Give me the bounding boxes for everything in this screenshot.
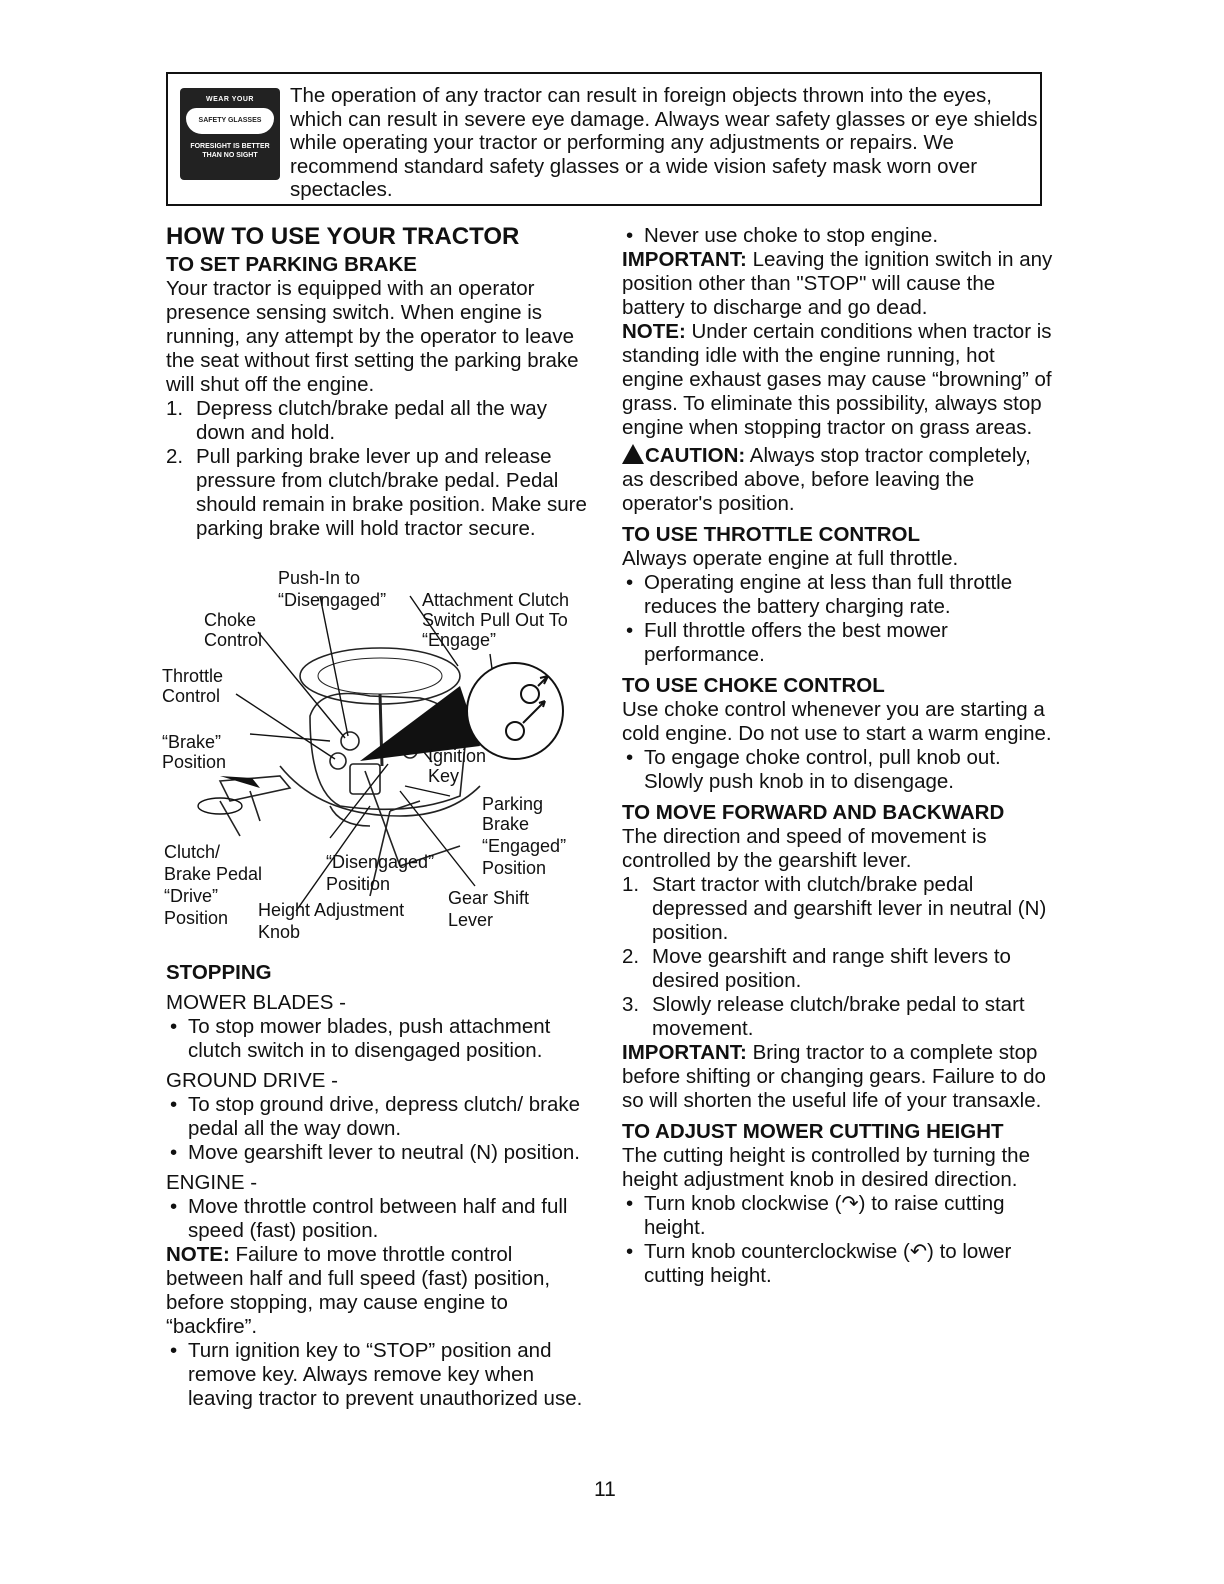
caution-text: Always stop tractor completely, as described above, before leaving the operator's position. xyxy=(622,444,1031,515)
bullet-dot: • xyxy=(170,1093,178,1116)
label-parking-brake: Brake xyxy=(482,814,530,834)
counterclockwise-arrow-icon: ↶ xyxy=(909,1240,928,1263)
choke-knob xyxy=(341,732,359,750)
icon-text-mid: SAFETY GLASSES xyxy=(186,108,274,134)
move-step xyxy=(622,873,1054,945)
note-text: Failure to move throttle control between half and full speed (fast) position, before stopping, may cause engine to “backfire”. xyxy=(166,1243,551,1338)
safety-glasses-icon xyxy=(180,88,280,180)
left-column xyxy=(166,222,594,541)
bullet-text: Never use choke to stop engine. xyxy=(644,224,939,247)
throttle-bullet xyxy=(622,571,1054,619)
ground-bullet xyxy=(166,1141,594,1165)
move-heading: TO MOVE FORWARD AND BACKWARD xyxy=(622,801,1005,824)
step-number: 2. xyxy=(166,445,184,468)
bullet-text: Turn ignition key to “STOP” position and remove key. Always remove key when leaving tractor to prevent unauthorized use. xyxy=(188,1339,583,1410)
safety-warning-text: The operation of any tractor can result in foreign objects thrown into the eyes, which can result in severe eye damage. Always wear safety glasses or eye shields while operating your tractor or performing any adjustments or repairs. We recommend standard safety glasses or a wide vision safety mask worn over spectacles. xyxy=(290,84,1038,201)
parking-step xyxy=(166,445,594,541)
counterclockwise-bullet xyxy=(622,1240,1054,1288)
page-number: 11 xyxy=(594,1478,616,1501)
label-knob: Knob xyxy=(258,922,301,942)
label-engaged-position: Position xyxy=(482,858,547,878)
stopping-heading: STOPPING xyxy=(166,961,272,984)
label-disengaged: “Disengaged” xyxy=(278,590,387,610)
cutting-height-heading: TO ADJUST MOWER CUTTING HEIGHT xyxy=(622,1120,1004,1143)
label-disengaged-position: Position xyxy=(326,874,391,894)
label-brake: “Brake” xyxy=(162,732,222,752)
step-text: Slowly release clutch/brake pedal to start movement. xyxy=(652,993,1025,1040)
move-step xyxy=(622,945,1054,993)
label-throttle: Throttle xyxy=(162,666,224,686)
bullet-dot: • xyxy=(626,619,634,642)
bullet-text: Turn knob clockwise ( xyxy=(644,1192,842,1215)
step-text: Start tractor with clutch/brake pedal depressed and gearshift lever in neutral (N) position. xyxy=(652,873,1047,944)
label-key: Key xyxy=(428,766,460,786)
move-intro: The direction and speed of movement is controlled by the gearshift lever. xyxy=(622,825,987,872)
bullet-text: ) to raise cutting height. xyxy=(644,1192,1005,1239)
label-choke: Choke xyxy=(204,610,257,630)
icon-text-bottom xyxy=(180,142,280,160)
throttle-heading: TO USE THROTTLE CONTROL xyxy=(622,523,921,546)
icon-text-top: WEAR YOUR xyxy=(206,96,254,103)
mower-blades-subheading: MOWER BLADES - xyxy=(166,991,346,1014)
label-attachment-clutch: Attachment Clutch xyxy=(422,590,570,610)
move-step xyxy=(622,993,1054,1041)
label-parking: Parking xyxy=(482,794,544,814)
step-number: 1. xyxy=(622,873,640,896)
cutting-height-intro: The cutting height is controlled by turning the height adjustment knob in desired direction. xyxy=(622,1144,1030,1191)
icon-text-bottom-2: THAN NO SIGHT xyxy=(202,152,258,159)
label-gear-shift: Gear Shift xyxy=(448,888,530,908)
note-label: NOTE: xyxy=(622,320,686,343)
choke-heading: TO USE CHOKE CONTROL xyxy=(622,674,885,697)
bullet-dot: • xyxy=(626,571,634,594)
important-ignition xyxy=(622,248,1054,320)
bullet-text: To stop ground drive, depress clutch/ brake pedal all the way down. xyxy=(188,1093,580,1140)
safety-warning-box xyxy=(166,72,1042,206)
parking-brake-heading: TO SET PARKING BRAKE xyxy=(166,253,417,276)
step-number: 2. xyxy=(622,945,640,968)
label-throttle-control: Control xyxy=(162,686,221,706)
note-browning xyxy=(622,320,1054,440)
label-engaged: “Engaged” xyxy=(482,836,567,856)
label-drive: “Drive” xyxy=(164,886,218,906)
parking-step xyxy=(166,397,594,445)
throttle-intro: Always operate engine at full throttle. xyxy=(622,547,959,570)
bullet-text: ) to lower cutting height. xyxy=(644,1240,1012,1287)
bullet-dot: • xyxy=(626,224,634,247)
step-number: 3. xyxy=(622,993,640,1016)
caution-label: CAUTION: xyxy=(645,444,746,467)
throttle-bullet xyxy=(622,619,1054,667)
zoom-circle xyxy=(467,663,563,759)
step-text: Pull parking brake lever up and release pressure from clutch/brake pedal. Pedal should remain in brake position. Make sure parking brake will hold tractor secure. xyxy=(196,445,587,540)
final-bullet xyxy=(166,1339,594,1411)
label-push-in: Push-In to xyxy=(278,568,361,588)
label-switch-pull: Switch Pull Out To xyxy=(422,610,568,630)
label-brake-pedal: Brake Pedal xyxy=(164,864,263,884)
section-title: HOW TO USE YOUR TRACTOR xyxy=(166,223,520,250)
choke-warning-bullet xyxy=(622,224,1054,248)
important-label: IMPORTANT: xyxy=(622,1041,747,1064)
label-disengaged-2: “Disengaged” xyxy=(326,852,435,872)
right-column xyxy=(622,224,1054,1288)
bullet-text: Operating engine at less than full throttle reduces the battery charging rate. xyxy=(644,571,1013,618)
stopping-note xyxy=(166,1243,594,1339)
bullet-text: Full throttle offers the best mower performance. xyxy=(644,619,948,666)
clockwise-bullet xyxy=(622,1192,1054,1240)
clockwise-arrow-icon: ↷ xyxy=(841,1192,859,1215)
step-text: Depress clutch/brake pedal all the way down and hold. xyxy=(196,397,547,444)
step-text: Move gearshift and range shift levers to desired position. xyxy=(652,945,1011,992)
bullet-dot: • xyxy=(626,1240,634,1263)
choke-intro: Use choke control whenever you are starting a cold engine. Do not use to start a warm engine. xyxy=(622,698,1052,745)
engine-subheading: ENGINE - xyxy=(166,1171,258,1194)
important-text: Bring tractor to a complete stop before shifting or changing gears. Failure to do so will shorten the useful life of your transaxle. xyxy=(622,1041,1046,1112)
label-engage: “Engage” xyxy=(422,630,497,650)
caution-icon xyxy=(622,444,644,464)
bullet-text: To stop mower blades, push attachment clutch switch in to disengaged position. xyxy=(188,1015,551,1062)
label-brake-position: Position xyxy=(162,752,227,772)
ground-bullet xyxy=(166,1093,594,1141)
brake-pedal xyxy=(220,776,290,801)
bullet-dot: • xyxy=(626,746,634,769)
bullet-text: Move throttle control between half and full speed (fast) position. xyxy=(188,1195,568,1242)
choke-bullet xyxy=(622,746,1054,794)
left-column-bottom xyxy=(166,960,594,1411)
bullet-dot: • xyxy=(170,1015,178,1038)
mower-bullet xyxy=(166,1015,594,1063)
bullet-dot: • xyxy=(170,1339,178,1362)
bullet-text: Move gearshift lever to neutral (N) position. xyxy=(188,1141,580,1164)
bullet-dot: • xyxy=(170,1195,178,1218)
engine-bullet xyxy=(166,1195,594,1243)
bullet-dot: • xyxy=(170,1141,178,1164)
label-drive-position: Position xyxy=(164,908,229,928)
label-choke-control: Control xyxy=(204,630,263,650)
ground-drive-subheading: GROUND DRIVE - xyxy=(166,1069,338,1092)
bullet-dot: • xyxy=(626,1192,634,1215)
important-gears xyxy=(622,1041,1054,1113)
important-text: Leaving the ignition switch in any position other than "STOP" will cause the battery to discharge and go dead. xyxy=(622,248,1053,319)
note-label: NOTE: xyxy=(166,1243,230,1266)
important-label: IMPORTANT: xyxy=(622,248,747,271)
parking-intro: Your tractor is equipped with an operator presence sensing switch. When engine is running, any attempt by the operator to leave the seat without first setting the parking brake will shut off the engine. xyxy=(166,277,579,396)
label-height-adjustment: Height Adjustment xyxy=(258,900,405,920)
note-text: Under certain conditions when tractor is standing idle with the engine running, hot engine exhaust gases may cause “browning” of grass. To eliminate this possibility, always stop engine when stopping tractor on grass areas. xyxy=(622,320,1052,439)
label-lever: Lever xyxy=(448,910,494,930)
label-clutch: Clutch/ xyxy=(164,842,221,862)
label-ignition: Ignition xyxy=(428,746,487,766)
icon-text-bottom-1: FORESIGHT IS BETTER xyxy=(190,143,270,150)
step-number: 1. xyxy=(166,397,184,420)
bullet-text: To engage choke control, pull knob out. Slowly push knob in to disengage. xyxy=(644,746,1001,793)
caution-paragraph xyxy=(622,444,1054,516)
tractor-controls-figure xyxy=(160,566,592,958)
bullet-text: Turn knob counterclockwise ( xyxy=(644,1240,910,1263)
